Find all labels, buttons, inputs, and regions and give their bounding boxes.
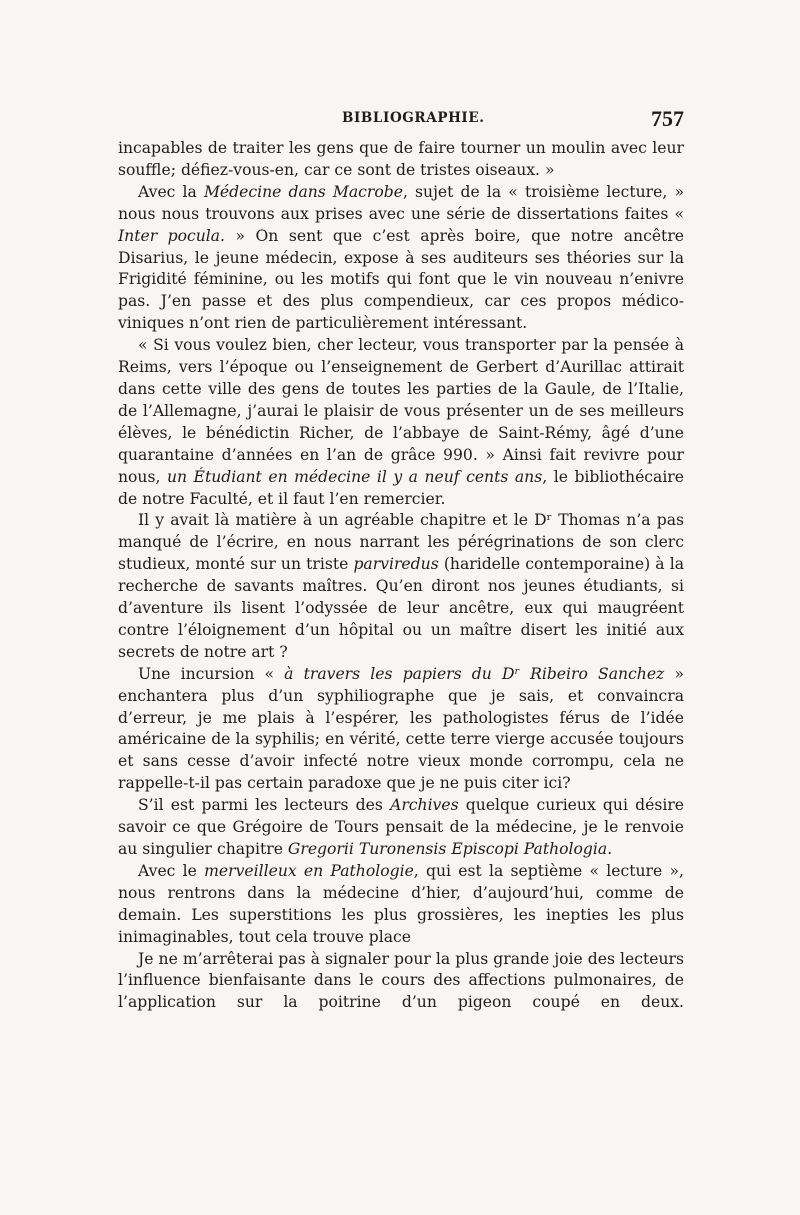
italic-text-run: merveilleux en Pathologie — [204, 861, 414, 880]
running-head: BIBLIOGRAPHIE. — [342, 110, 485, 126]
text-run: « Si vous voulez bien, cher lecteur, vous transporter par la pensée à Reims, vers l’époque ou l’enseignement de Gerbert d’Aurillac attirait dans cette ville des gens de toutes les parties de la Gaule, de l’Italie, de l’Allemagne, j’aurai le plaisir de vous présenter un de ses meilleurs élèves, le bénédictin Richer, de l’abbaye de Saint-Rémy, âgé d’une quarantaine d’années en l’an de grâce 990. » Ainsi fait revivre pour nous, — [118, 336, 684, 486]
italic-text-run: à travers les papiers du Dʳ Ribeiro Sanchez — [284, 664, 665, 683]
text-run: » On sent que c’est après boire, que notre ancêtre Disarius, le jeune médecin, expose à ses auditeurs ses théories sur la Frigidité féminine, ou les motifs qui font que le vin nouveau n’enivre pas. J’en passe et des plus compendieux, car ces propos médico-viniques n’ont rien de particulièrement intéressant. — [118, 226, 685, 333]
text-run: , le bibliothécaire de notre Faculté, et il faut l’en remercier. — [118, 467, 684, 508]
text-run: Il y avait là matière à un agréable chapitre et le Dʳ Thomas n’a pas manqué de l’écrire, en nous narrant les pérégrinations de son clerc studieux, monté sur un triste — [118, 511, 684, 574]
text-run: Une incursion « — [138, 664, 285, 683]
italic-text-run: Médecine dans Macrobe — [203, 182, 403, 201]
text-run: Je ne m’arrêterai pas à signaler pour la plus grande joie des lecteurs l’influence bienfaisante dans le cours des affections pulmonaires, de l’application sur la poitrine d’un pigeon coupé en deux. — [118, 949, 684, 1012]
text-run: Avec la — [138, 182, 204, 201]
italic-text-run: parviredus — [353, 555, 439, 574]
body-text — [118, 138, 684, 1014]
paragraph — [118, 138, 684, 182]
text-run: (haridelle contemporaine) à la recherche de savants maîtres. Qu’en diront nos jeunes étudiants, si d’aventure ils lisent l’odyssée de leur ancêtre, eux qui maugréent contre l’éloignement d’un hôpital ou un maître disert les initié aux secrets de notre art ? — [118, 555, 684, 661]
text-run: » enchantera plus d’un syphiliographe que je sais, et convaincra d’erreur, je me plais à l’espérer, les pathologistes férus de l’idée américaine de la syphilis; en vérité, cette terre vierge accusée toujours et sans cesse d’avoir infecté notre vieux monde corrompu, cela ne rappelle-t-il pas certain paradoxe que je ne puis citer ici? — [118, 664, 684, 793]
paragraph — [118, 182, 684, 335]
text-run: S’il est parmi les lecteurs des — [138, 796, 391, 815]
page-number: 757 — [651, 106, 684, 131]
italic-text-run: un Étudiant en médecine il y a neuf cents ans — [166, 467, 543, 486]
text-run: quelque curieux qui désire savoir ce que Grégoire de Tours pensait de la médecine, je le renvoie au singulier chapitre — [118, 796, 684, 858]
italic-text-run: Inter pocula. — [118, 226, 226, 245]
italic-text-run: Archives — [390, 796, 459, 815]
paragraph — [118, 510, 684, 663]
paragraph — [118, 949, 684, 1015]
paragraph — [118, 861, 684, 949]
italic-text-run: Gregorii Turonensis Episcopi Pathologia. — [287, 840, 613, 858]
paragraph — [118, 795, 684, 861]
text-run: Avec le — [138, 861, 205, 880]
paragraph — [118, 335, 684, 510]
text-run: , qui est la septième « lecture », nous rentrons dans la médecine d’hier, d’aujourd’hui, comme de demain. Les superstitions les plus grossières, les inepties les plus inimaginables, tout cela trouve place — [118, 861, 684, 946]
paragraph — [118, 664, 684, 795]
text-run: incapables de traiter les gens que de faire tourner un moulin avec leur souffle; défiez-vous-en, car ce sont de tristes oiseaux. » — [118, 139, 684, 179]
page-header — [118, 106, 684, 138]
text-run: , sujet de la « troisième lecture, » nous nous trouvons aux prises avec une série de dissertations faites « — [118, 182, 684, 223]
